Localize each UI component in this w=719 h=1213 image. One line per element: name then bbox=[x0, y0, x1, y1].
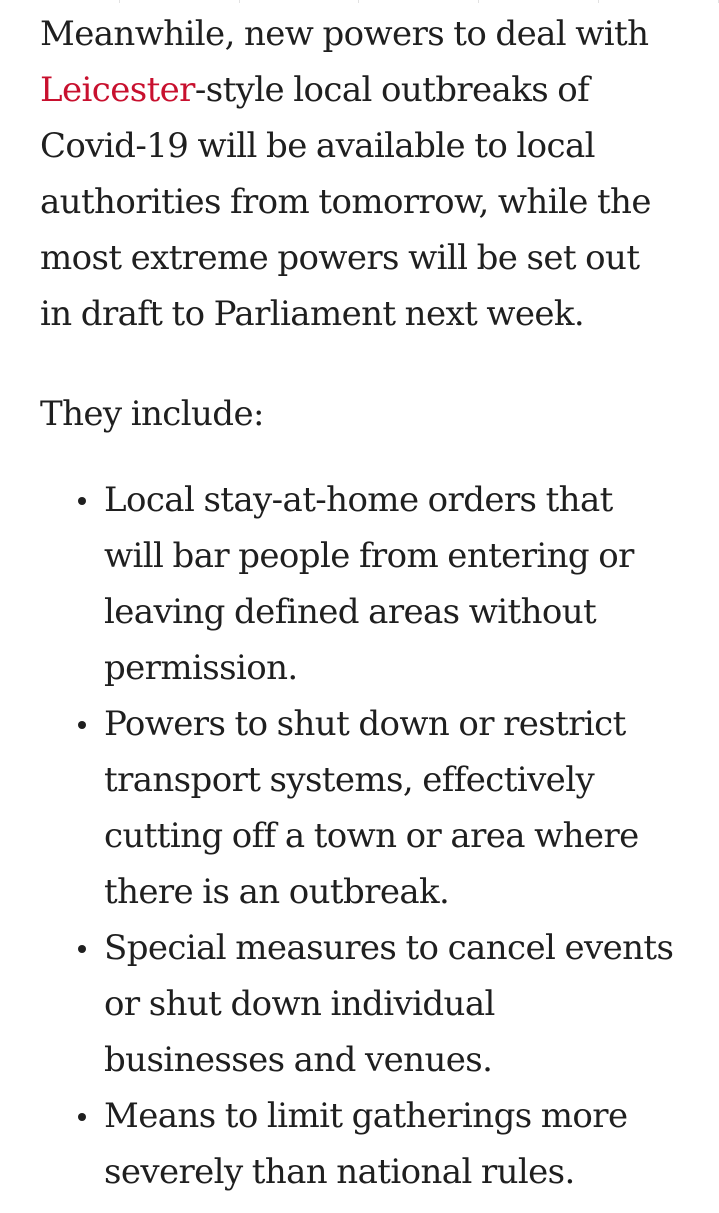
list-item bbox=[40, 696, 674, 920]
list-item-text: Special measures to cancel events or shut down individual businesses and venues. bbox=[104, 928, 674, 1080]
top-divider bbox=[0, 0, 719, 3]
paragraph-intro-text-after: -style local outbreaks of Covid-19 will be available to local authorities from tomorrow, while the most extreme powers will be set out in draft to Parliament next week. bbox=[40, 70, 651, 334]
list-item bbox=[40, 920, 674, 1088]
list-item-text: Powers to shut down or restrict transport systems, effectively cutting off a town or area where there is an outbreak. bbox=[104, 704, 639, 912]
article-body bbox=[40, 6, 680, 1200]
paragraph-intro bbox=[40, 6, 680, 342]
paragraph-they-include: They include: bbox=[40, 394, 264, 434]
list-item-text: Local stay-at-home orders that will bar people from entering or leaving defined areas without permission. bbox=[104, 480, 634, 688]
leicester-link[interactable]: Leicester bbox=[40, 70, 195, 110]
bullet-icon bbox=[78, 1113, 86, 1121]
list-item-text: Means to limit gatherings more severely than national rules. bbox=[104, 1096, 628, 1192]
list-item bbox=[40, 1088, 674, 1200]
list-item bbox=[40, 472, 674, 696]
powers-list bbox=[40, 472, 680, 1200]
bullet-icon bbox=[78, 945, 86, 953]
bullet-icon bbox=[78, 497, 86, 505]
paragraph-intro-text-before: Meanwhile, new powers to deal with bbox=[40, 14, 649, 54]
bullet-icon bbox=[78, 721, 86, 729]
